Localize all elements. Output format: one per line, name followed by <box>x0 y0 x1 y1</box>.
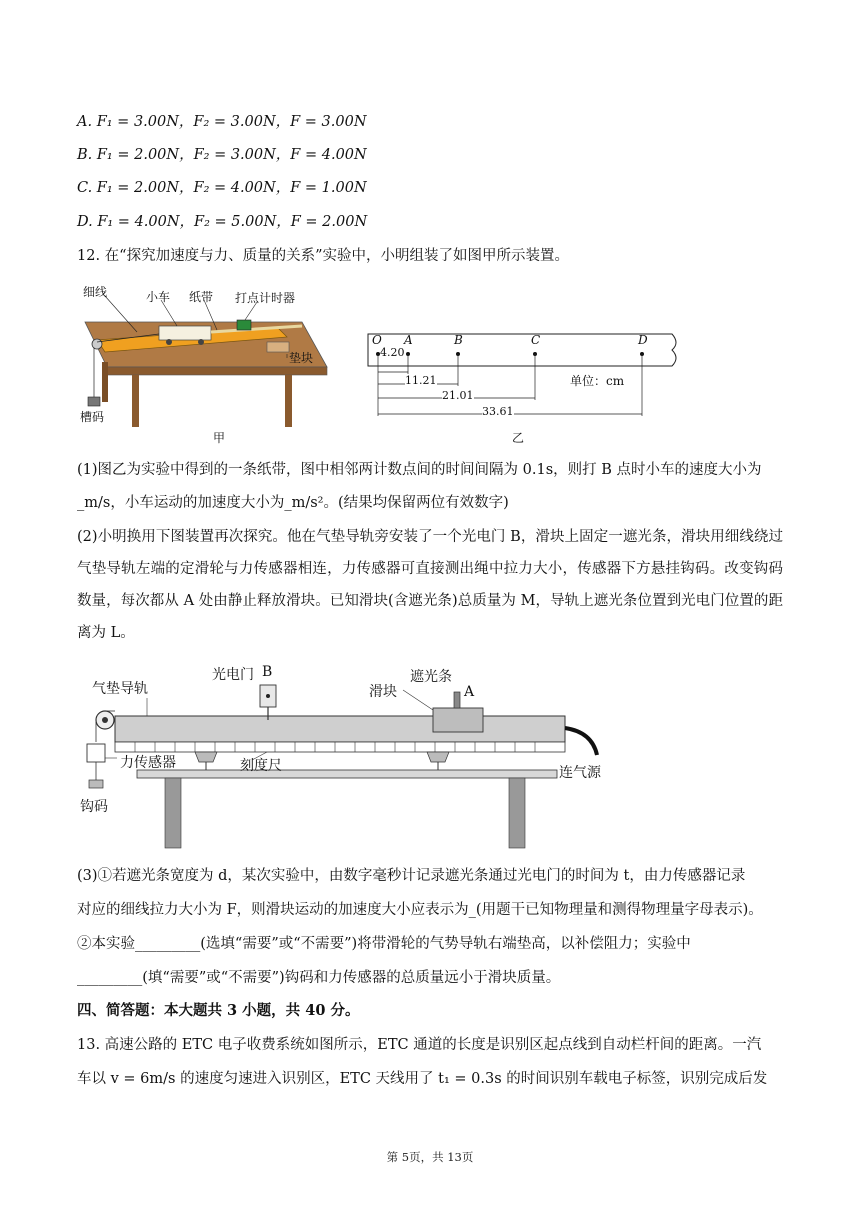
label-sensor: 力传感器 <box>120 755 176 771</box>
q12-p3-line2: 对应的细线拉力大小为 F，则滑块运动的加速度大小应表示为_(用题干已知物理量和测得物理量字母表示)。 <box>77 902 763 918</box>
q12-p3-line1: (3)①若遮光条宽度为 d，某次实验中，由数字毫秒计记录遮光条通过光电门的时间为 t，由力传感器记录 <box>77 868 746 884</box>
point-c: C <box>531 333 541 347</box>
label-strip: 遮光条 <box>410 669 452 685</box>
label-gate-letter: B <box>262 664 273 680</box>
option-a <box>77 112 367 132</box>
caption-yi: 乙 <box>512 431 525 445</box>
q13-line2: 车以 v = 6m/s 的速度匀速进入识别区，ETC 天线用了 t₁ = 0.3s 的时间识别车载电子标签，识别完成后发 <box>77 1071 768 1087</box>
option-text: F₁ = 4.00N，F₂ = 5.00N，F = 2.00N <box>97 214 368 230</box>
tape-dots <box>376 352 644 356</box>
label-cart: 小车 <box>146 290 171 304</box>
option-d <box>77 212 367 232</box>
option-letter: B. <box>77 147 93 163</box>
option-letter: D. <box>77 214 93 230</box>
label-hook: 钩码 <box>80 799 108 815</box>
label-weight: 槽码 <box>80 410 105 424</box>
label-slider: 滑块 <box>369 684 397 700</box>
q12-p1-line2: _m/s，小车运动的加速度大小为_m/s²。(结果均保留两位有效数字) <box>77 495 509 511</box>
label-block: 垫块 <box>289 351 314 365</box>
label-air: 连气源 <box>559 765 601 781</box>
dist-oc: 21.01 <box>442 389 474 402</box>
point-d: D <box>638 333 648 347</box>
q12-p3-line3: ②本实验_________(选填“需要”或“不需要”)将带滑轮的气势导轨右端垫高，以补偿阻力；实验中 <box>77 936 691 952</box>
q12-p2: (2)小明换用下图装置再次探究。他在气垫导轨旁安装了一个光电门 B，滑块上固定一遮光条，滑块用细线绕过气垫导轨左端的定滑轮与力传感器相连，力传感器可直接测出绳中拉力大小，传感器下方悬挂钩码。改变钩码数量，每次都从 A 处由静止释放滑块。已知滑块(含遮光条)总质量为 M，导轨上遮光条位置到光电门位置的距离为 L。 <box>77 529 783 641</box>
label-track: 气垫导轨 <box>92 681 148 697</box>
unit-label: 单位：cm <box>570 374 625 388</box>
option-text: F₁ = 3.00N，F₂ = 3.00N，F = 3.00N <box>96 114 367 130</box>
option-text: F₁ = 2.00N，F₂ = 4.00N，F = 1.00N <box>96 180 367 196</box>
option-text: F₁ = 2.00N，F₂ = 3.00N，F = 4.00N <box>96 147 367 163</box>
q12-p3-line4: _________(填“需要”或“不需要”)钩码和力传感器的总质量远小于滑块质量。 <box>77 970 561 986</box>
label-gate: 光电门 <box>212 667 254 683</box>
label-tape: 纸带 <box>189 290 214 304</box>
section-heading: 四、简答题：本大题共 3 小题，共 40 分。 <box>77 1002 360 1019</box>
dist-oa: 4.20 <box>380 346 405 359</box>
option-c <box>77 178 367 198</box>
label-timer: 打点计时器 <box>235 291 296 305</box>
q12-p1-line1: (1)图乙为实验中得到的一条纸带，图中相邻两计数点间的时间间隔为 0.1s，则打 B 点时小车的速度大小为 <box>77 462 762 478</box>
q13-line1: 13. 高速公路的 ETC 电子收费系统如图所示，ETC 通道的长度是识别区起点线到自动栏杆间的距离。一汽 <box>77 1037 762 1053</box>
q12-stem: 12. 在“探究加速度与力、质量的关系”实验中，小明组装了如图甲所示装置。 <box>77 248 569 264</box>
dist-ob: 11.21 <box>405 374 437 387</box>
point-a: A <box>404 333 413 347</box>
option-letter: A. <box>77 114 93 130</box>
page-footer: 第 5页，共 13页 <box>386 1150 474 1164</box>
caption-jia: 甲 <box>213 431 226 445</box>
dist-od: 33.61 <box>482 405 514 418</box>
label-string: 细线 <box>83 285 108 299</box>
option-letter: C. <box>77 180 93 196</box>
label-ruler: 刻度尺 <box>240 758 282 774</box>
point-o: O <box>372 333 382 347</box>
point-b: B <box>454 333 463 347</box>
option-b <box>77 145 367 165</box>
ruler-ticks <box>135 742 535 752</box>
label-slider-letter: A <box>464 684 475 700</box>
